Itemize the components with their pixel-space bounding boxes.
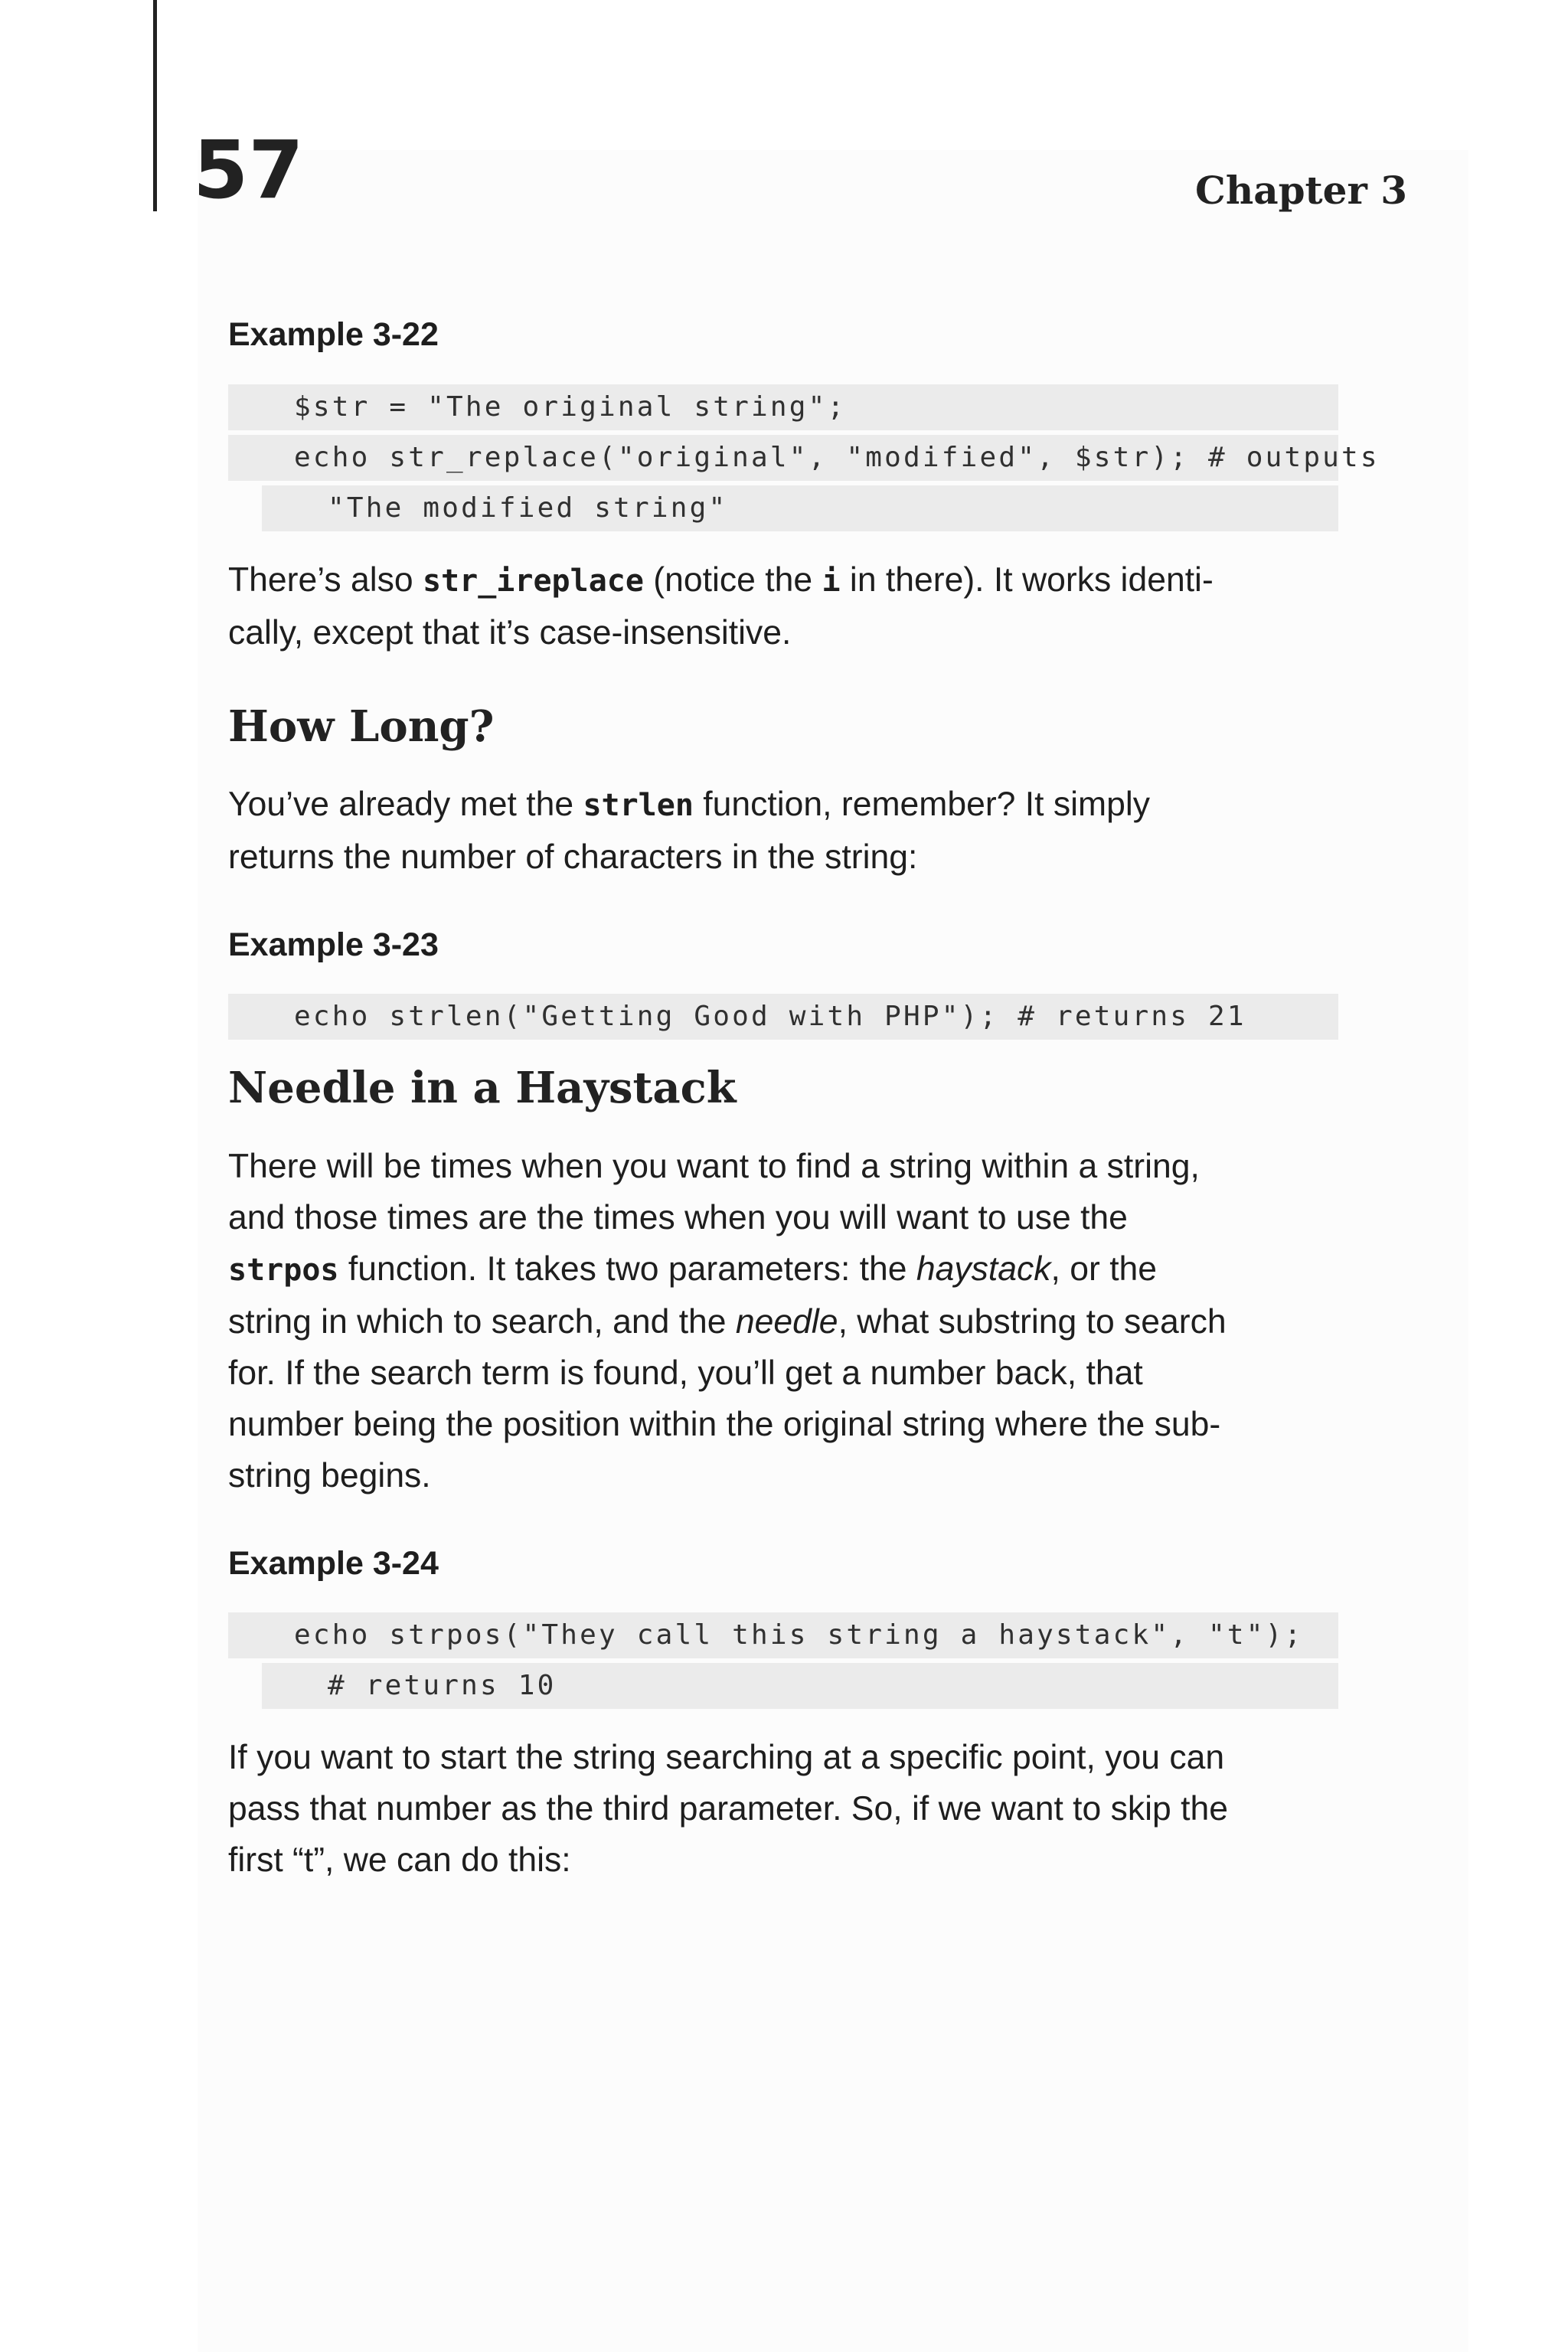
text-span: There’s also — [228, 560, 423, 599]
inline-code: strpos — [228, 1252, 339, 1288]
text-span: number being the position within the original string where the sub- — [228, 1405, 1221, 1443]
example-3-22-label: Example 3-22 — [228, 316, 439, 353]
text-span: You’ve already met the — [228, 785, 583, 823]
inline-code: strlen — [583, 787, 694, 823]
text-span: , or the — [1050, 1250, 1158, 1288]
paragraph-strlen — [228, 779, 1338, 883]
chapter-title: Chapter 3 — [1195, 168, 1407, 213]
code-line: echo str_replace("original", "modified", $str); # outputs — [228, 435, 1338, 481]
heading-needle-haystack: Needle in a Haystack — [228, 1063, 737, 1114]
paragraph-offset — [228, 1732, 1338, 1886]
paragraph-str-ireplace — [228, 554, 1338, 658]
text-span: and those times are the times when you will want to use the — [228, 1198, 1128, 1236]
heading-how-long: How Long? — [228, 701, 495, 752]
text-span: first “t”, we can do this: — [228, 1841, 571, 1880]
text-span: , what substring to search — [838, 1302, 1227, 1341]
text-span: function. It takes two parameters: the — [338, 1250, 916, 1288]
code-line: echo strpos("They call this string a haystack", "t"); — [228, 1612, 1338, 1658]
inline-code: i — [822, 563, 841, 599]
code-line: $str = "The original string"; — [228, 384, 1338, 430]
example-3-22-code — [228, 384, 1380, 531]
text-span: string in which to search, and the — [228, 1302, 736, 1341]
text-span: (notice the — [643, 560, 822, 599]
text-span: in there). It works identi- — [840, 560, 1214, 599]
code-line: echo strlen("Getting Good with PHP"); # returns 21 — [228, 994, 1338, 1040]
emphasis-haystack: haystack — [916, 1250, 1051, 1288]
emphasis-needle: needle — [735, 1302, 838, 1341]
code-line: # returns 10 — [262, 1663, 1338, 1709]
text-span: There will be times when you want to find a string within a string, — [228, 1147, 1200, 1185]
page-content — [228, 315, 1380, 1929]
page-number: 57 — [193, 123, 304, 217]
text-span: pass that number as the third parameter. So, if we want to skip the — [228, 1790, 1229, 1828]
margin-rule — [153, 0, 157, 211]
text-span: returns the number of characters in the string: — [228, 838, 918, 876]
example-3-23-code — [228, 994, 1338, 1040]
example-3-23-label: Example 3-23 — [228, 926, 439, 963]
code-line: "The modified string" — [262, 485, 1338, 531]
text-span: If you want to start the string searching at a specific point, you can — [228, 1739, 1225, 1777]
example-3-24-label: Example 3-24 — [228, 1544, 439, 1582]
text-span: function, remember? It simply — [693, 785, 1150, 823]
paragraph-strpos — [228, 1141, 1338, 1501]
text-span: cally, except that it’s case-insensitive. — [228, 613, 792, 652]
text-span: for. If the search term is found, you’ll get a number back, that — [228, 1354, 1143, 1392]
example-3-24-code — [228, 1612, 1338, 1709]
inline-code: str_ireplace — [422, 563, 644, 599]
text-span: string begins. — [228, 1456, 431, 1494]
